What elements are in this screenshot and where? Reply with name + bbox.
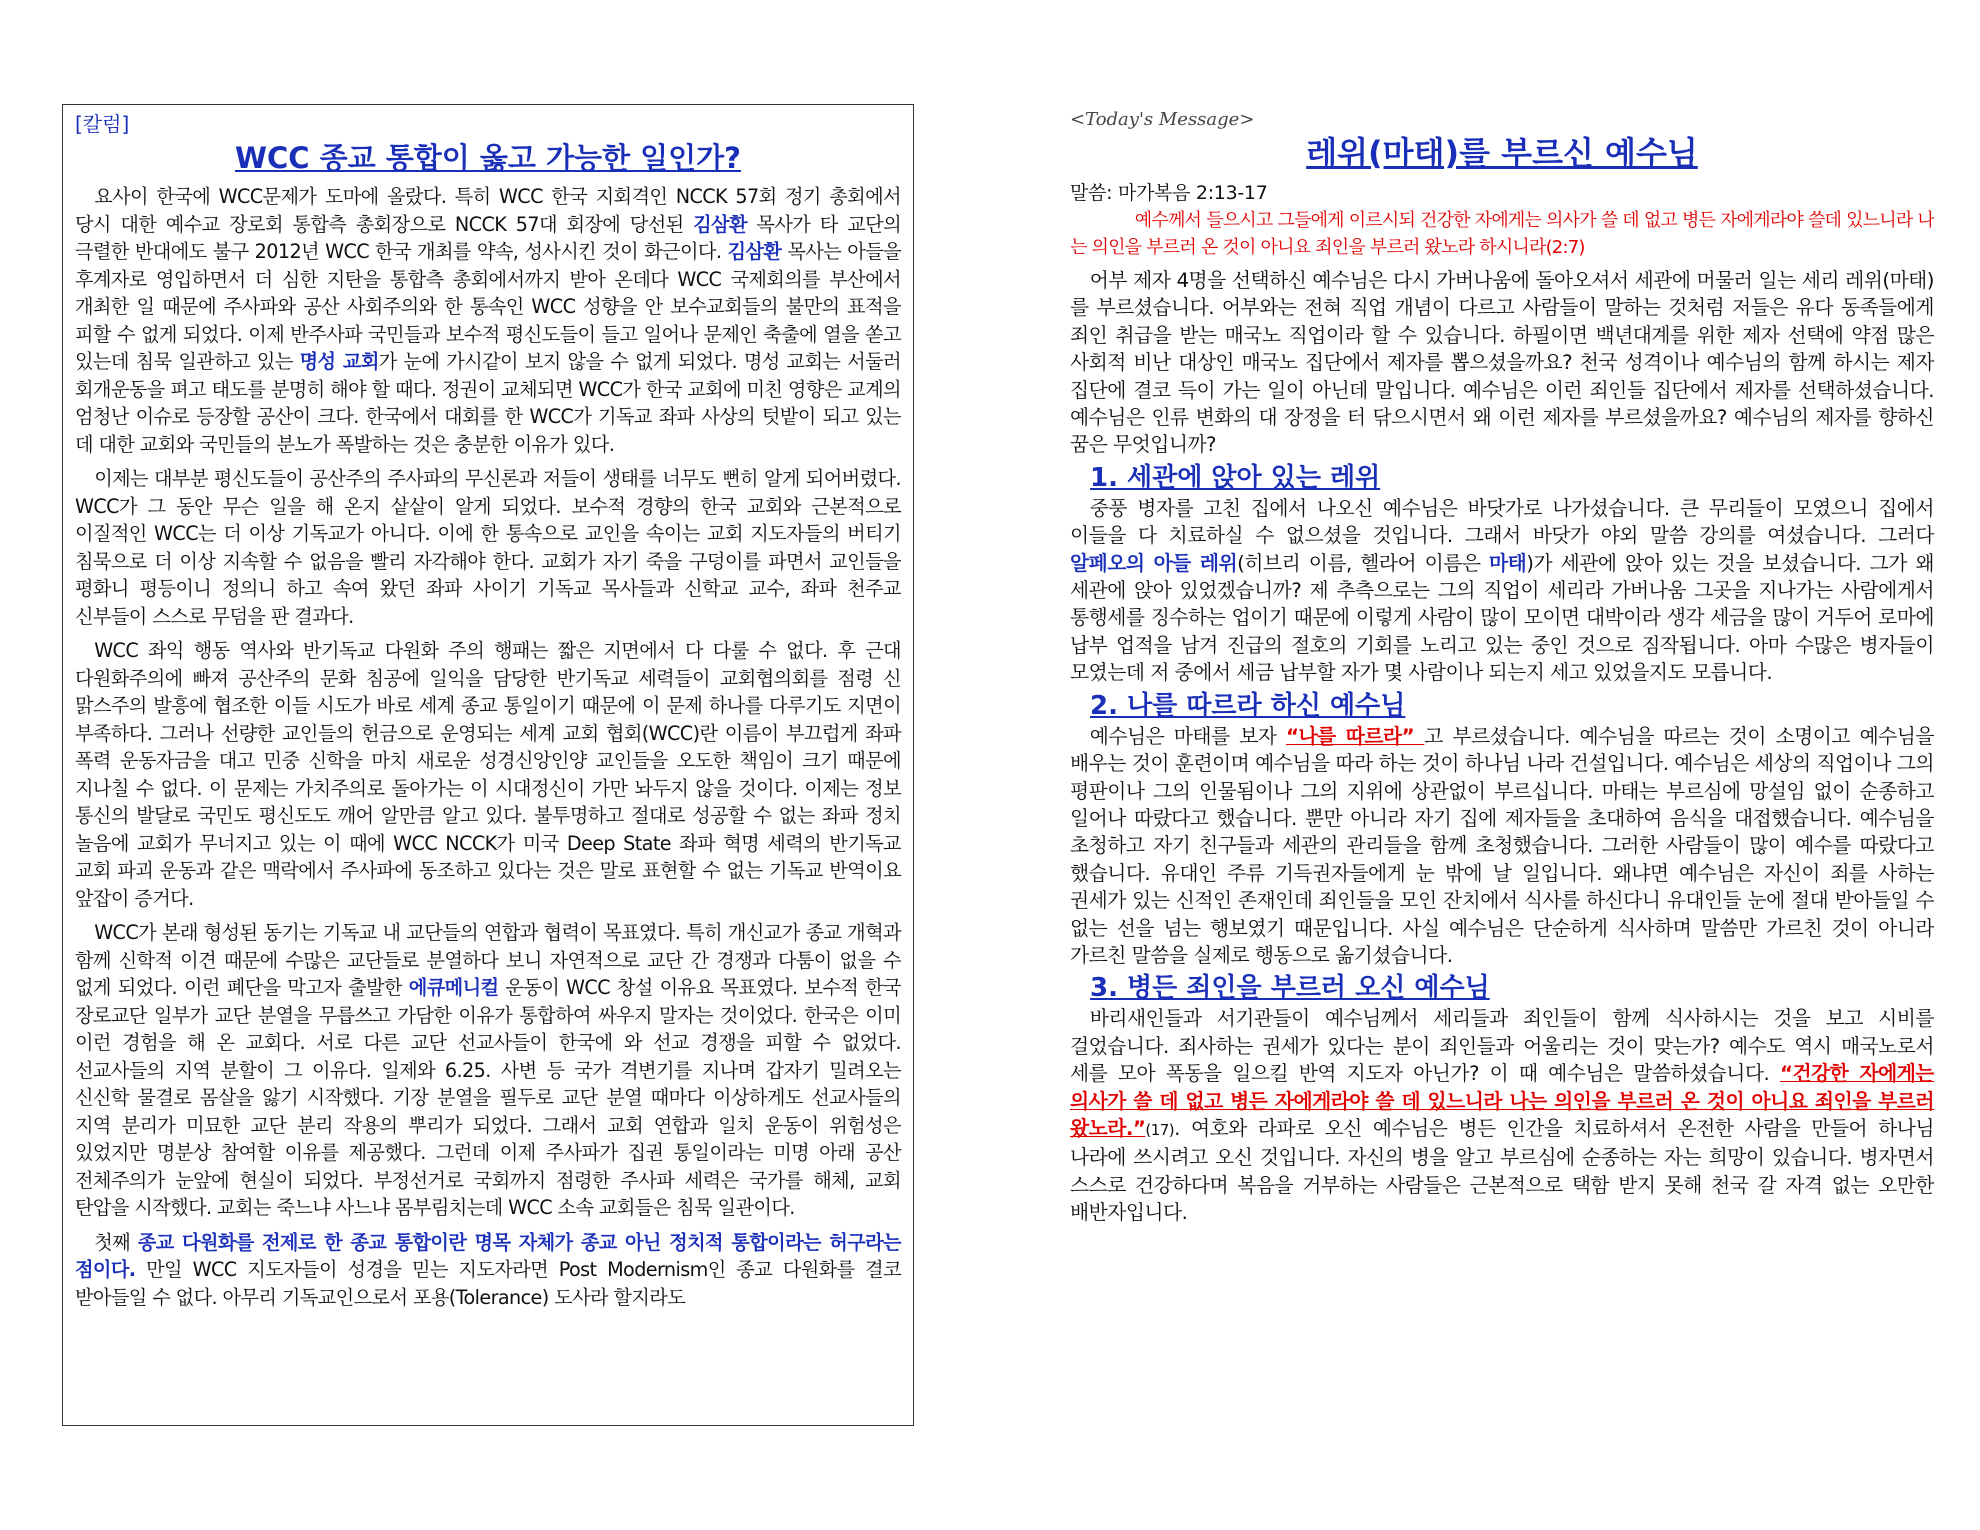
column-box <box>62 104 914 1426</box>
column-paragraph-3: WCC 좌익 행동 역사와 반기독교 다원화 주의 행패는 짧은 지면에서 다 다룰 수 없다. 후 근대 다원화주의에 빠져 공산주의 문화 침공에 일익을 담당한 반기독교 세력들이 교회협의회를 점령 신 맑스주의 발흥에 협조한 이들 시도가 바로 세계 종교 통일이기 때문에 이 문제 하나를 다루기도 지면이 부족하다. 그러나 선량한 교인들의 헌금으로 운영되는 세계 교회 협회(WCC)란 이름이 부끄럽게 좌파 폭력 운동자금을 대고 민중 신학을 마치 새로운 성경신앙인양 교인들을 오도한 책임이 크기 때문에 지나칠 수 없다. 이 문제는 가치주의로 돌아가는 이 시대정신이 가만 놔두지 않을 것이다. 이제는 정보 통신의 발달로 국민도 평신도도 깨어 알만큼 알고 있다. 불투명하고 절대로 성공할 수 없는 좌파 정치 놀음에 교회가 무너지고 있는 이 때에 WCC NCCK가 미국 Deep State 좌파 혁명 세력의 반기독교 교회 파괴 운동과 같은 맥락에서 주사파에 동조하고 있다는 것은 말로 표현할 수 없는 기독교 반역이요 앞잡이 증거다. <box>75 639 901 910</box>
section-1-body <box>1070 495 1934 687</box>
person-name: 알페오의 아들 레위 <box>1070 551 1238 575</box>
text: WCC가 본래 형성된 동기는 기독교 내 교단들의 연합과 협력이 목표였다. 특히 개신교가 종교 개혁과 함께 신학적 이견 때문에 수많은 교단들로 분열하다 보니 자연적으로 교단 간 경쟁과 다툼이 없을 수 없게 되었다. 이런 폐단을 막고자 출발한 <box>75 921 901 999</box>
todays-message-label: <Today's Message> <box>1070 109 1255 130</box>
verse-ref: (17) <box>1145 1120 1175 1139</box>
text: 가 눈에 가시같이 보지 않을 수 없게 되었다. 명성 교회는 서둘러 회개운동을 펴고 태도를 분명히 해야 할 때다. 정권이 교체되면 WCC가 한국 교회에 미친 영향은 교계의 엄청난 이슈로 등장할 공산이 크다. 한국에서 대회를 한 WCC가 기독교 좌파 사상의 텃밭이 되고 있는 데 대한 교회와 국민들의 분노가 폭발하는 것은 충분한 이유가 있다. <box>75 350 901 456</box>
text: 요사이 한국에 WCC문제가 도마에 올랐다. 특히 WCC 한국 지회격인 NCCK 57회 정기 총회에서 당시 대한 예수교 장로회 통합측 총회장으로 NCCK 57대 회장에 당선된 <box>75 185 901 236</box>
text: (히브리 이름, 헬라어 이름은 <box>1237 551 1490 575</box>
column-paragraph-1 <box>75 183 901 458</box>
text: 목사는 아들을 후계자로 영입하면서 더 심한 지탄을 통합측 총회에서까지 받아 온데다 WCC 국제회의를 부산에서 개최한 일 때문에 주사파와 공산 사회주의와 한 통속인 WCC 성향을 안 보수교회들의 불만의 표적을 피할 수 없게 되었다. 이제 반주사파 국민들과 보수적 평신도들이 들고 일어나 문제인 축출에 열을 쏟고 있는데 침묵 일관하고 있는 <box>75 240 902 373</box>
church-name: 명성 교회 <box>299 350 379 373</box>
column-title: WCC 종교 통합이 옳고 가능한 일인가? <box>234 141 742 175</box>
text: . 여호와 라파로 오신 예수님은 병든 인간을 치료하셔서 온전한 사람을 만들어 하나님 나라에 쓰시려고 오신 것입니다. 자신의 병을 알고 부르심에 순종하는 자는 희망이 있습니다. 병자면서 스스로 건강하다며 복음을 거부하는 사람들은 근본적으로 택함 받지 못해 천국 갈 자격 없는 오만한 배반자입니다. <box>1070 1116 1934 1225</box>
text: 고 부르셨습니다. 예수님을 따르는 것이 소명이고 예수님을 배우는 것이 훈련이며 예수님을 따라 하는 것이 하나님 나라 건설입니다. 예수님은 세상의 직업이나 그의 평판이나 그의 인물됨이나 그의 지위에 상관없이 부르십니다. 마태는 부르심에 망설임 없이 순종하고 일어나 따랐다고 했습니다. 뿐만 아니라 자기 집에 제자들을 초대하여 음식을 대접했습니다. 예수님을 초청하고 자기 친구들과 세관의 관리들을 함께 초청했습니다. 그러한 사람들이 많이 예수를 따랐다고 했습니다. 유대인 주류 기득권자들에게 눈 밖에 날 일입니다. 왜냐면 예수님은 자신이 죄를 사하는 권세가 있는 신적인 존재인데 죄인들을 모인 잔치에서 식사를 하신다니 유대인들 눈에 절대 받아들일 수 없는 선을 넘는 행보였기 때문입니다. 사실 예수님은 단순하게 식사하며 말씀만 가르친 것이 아니라 가르친 말씀을 실제로 행동으로 옮기셨습니다. <box>1070 724 1934 967</box>
column-tag: [칼럼] <box>75 112 130 136</box>
text: 만일 WCC 지도자들이 성경을 믿는 지도자라면 Post Modernism인 종교 다원화를 결코 받아들일 수 없다. 아무리 기독교인으로서 포용(Tolerance) 도사라 할지라도 <box>75 1258 901 1309</box>
section-1-heading: 1. 세관에 앉아 있는 레위 <box>1090 462 1381 493</box>
column-paragraph-4 <box>75 919 901 1222</box>
scripture-reference: 말씀: 마가복음 2:13-17 <box>1070 182 1268 204</box>
person-name: 김삼환 <box>693 212 747 236</box>
section-2-heading: 2. 나를 따르라 하신 예수님 <box>1090 690 1406 721</box>
quote: “건강한 자에게는 의사가 쓸 데 없고 병든 자에게라야 쓸 데 있느니라 나는 의인을 부르러 온 것이 아니요 죄인을 부르러 왔노라.” <box>1070 1062 1934 1140</box>
message-intro: 어부 제자 4명을 선택하신 예수님은 다시 가버나움에 돌아오셔서 세관에 머물러 일는 세리 레위(마태)를 부르셨습니다. 어부와는 전혀 직업 개념이 다르고 사람들이 말하는 것처럼 저들은 유다 동족들에게 죄인 취급을 받는 매국노 직업이라 할 수 있습니다. 하필이면 백년대계를 위한 제자 선택에 약점 많은 사회적 비난 대상인 매국노 집단에서 제자를 뽑으셨을까요? 천국 성격이나 예수님의 함께 하시는 제자 집단에 결코 득이 가는 일이 아닌데 말입니다. 예수님은 이런 죄인들 집단에서 제자를 선택하셨습니다. 예수님은 인류 변화의 대 장정을 터 닦으시면서 왜 이런 제자를 부르셨을까요? 예수님의 제자를 향하신 꿈은 무엇입니까? <box>1070 269 1934 457</box>
text: 바리새인들과 서기관들이 예수님께서 세리들과 죄인들이 함께 식사하시는 것을 보고 시비를 걸었습니다. 죄사하는 권세가 있다는 분이 죄인들과 어울리는 것이 맞는가? 예수도 역시 매국노로서 세를 모아 폭동을 일으킬 반역 지도자 아닌가? 이 때 예수님은 말씀하셨습니다. <box>1070 1007 1934 1086</box>
person-name: 김삼환 <box>727 240 782 263</box>
message-title: 레위(마태)를 부르신 예수님 <box>1306 134 1698 172</box>
section-2-body <box>1070 723 1934 970</box>
column-paragraph-2: 이제는 대부분 평신도들이 공산주의 주사파의 무신론과 저들이 생태를 너무도 뻔히 알게 되어버렸다. WCC가 그 동안 무슨 일을 해 온지 샅샅이 알게 되었다. 보수적 경향의 한국 교회와 근본적으로 이질적인 WCC는 더 이상 기독교가 아니다. 이에 한 통속으로 교인을 속이는 교회 지도자들의 버티기 침묵으로 더 이상 지속할 수 없음을 빨리 자각해야 한다. 교회가 자기 죽을 구덩이를 파면서 교인들을 평화니 평등이니 정의니 하고 속여 왔던 좌파 사이기 기독교 목사들과 신학교 교수, 좌파 천주교 신부들이 스스로 무덤을 판 결과다. <box>75 467 901 628</box>
text: 운동이 WCC 창설 이유요 목표였다. 보수적 한국 장로교단 일부가 교단 분열을 무릅쓰고 가담한 이유가 통합하여 싸우지 말자는 것이었다. 한국은 이미 이런 경험을 해 온 교회다. 서로 다른 교단 선교사들이 한국에 와 선교 경쟁을 피할 수 없었다. 선교사들의 지역 분할이 그 이유다. 일제와 6.25. 사변 등 국가 격변기를 지나며 갑자기 밀려오는 신신학 물결로 몸살을 앓기 시작했다. 기장 분열을 필두로 교단 분열 때마다 이상하게도 선교사들의 지역 분리가 미묘한 교단 분리 작용의 뿌리가 되었다. 그래서 교회 연합과 일치 운동이 위험성은 있었지만 명분상 참여할 이유를 제공했다. 그런데 이제 주사파가 집권 통일이라는 미명 아래 공산 전체주의가 눈앞에 현실이 되었다. 부정선거로 국회까지 점령한 주사파 세력은 국가를 해체, 교회 탄압을 시작했다. 교회는 죽느냐 사느냐 몸부림치는데 WCC 소속 교회들은 침묵 일관이다. <box>75 976 901 1219</box>
text: )가 세관에 앉아 있는 것을 보셨습니다. 그가 왜 세관에 앉아 있었겠습니까? 제 추측으로는 그의 직업이 세리라 가버나움 그곳을 지나가는 사람에게서 통행세를 징수하는 업이기 때문에 이렇게 사람이 많이 모이면 대박이라 생각 세금을 많이 거두어 로마에 납부 업적을 남겨 진급의 절호의 기회를 노리고 있는 중인 것으로 짐작됩니다. 아마 수많은 병자들이 모였는데 저 중에서 세금 납부할 자가 몇 사람이나 되는지 세고 있었을지도 모릅니다. <box>1070 551 1934 685</box>
text: 첫째 <box>94 1230 138 1254</box>
key-verse: 예수께서 들으시고 그들에게 이르시되 건강한 자에게는 의사가 쓸 데 없고 병든 자에게라야 쓸데 있느니라 나는 의인을 부르러 온 것이 아니요 죄인을 부르러 왔노라 하시니라(2:7) <box>1070 210 1934 258</box>
text: 목사가 타 교단의 극렬한 반대에도 불구 2012년 WCC 한국 개최를 약속, 성사시킨 것이 화근이다. <box>75 212 901 263</box>
text: 중풍 병자를 고친 집에서 나오신 예수님은 바닷가로 나가셨습니다. 큰 무리들이 모였으니 집에서 이들을 다 치료하실 수 없으셨을 것입니다. 그래서 바닷가 야외 말씀 강의를 여셨습니다. 그러다 <box>1070 496 1934 548</box>
ecumenical-term: 에큐메니컬 <box>408 976 499 999</box>
column-paragraph-5 <box>75 1229 901 1312</box>
message-column <box>1070 106 1934 1436</box>
key-point: 종교 다원화를 전제로 한 종교 통합이란 명목 자체가 종교 아닌 정치적 통합이라는 허구라는 점이다. <box>75 1230 901 1281</box>
section-3-body <box>1070 1005 1934 1226</box>
section-3-heading: 3. 병든 죄인을 부르러 오신 예수님 <box>1090 973 1490 1004</box>
person-name: 마태 <box>1489 551 1527 575</box>
quote: “나를 따르라” <box>1285 724 1425 748</box>
text: 예수님은 마태를 보자 <box>1089 724 1286 748</box>
